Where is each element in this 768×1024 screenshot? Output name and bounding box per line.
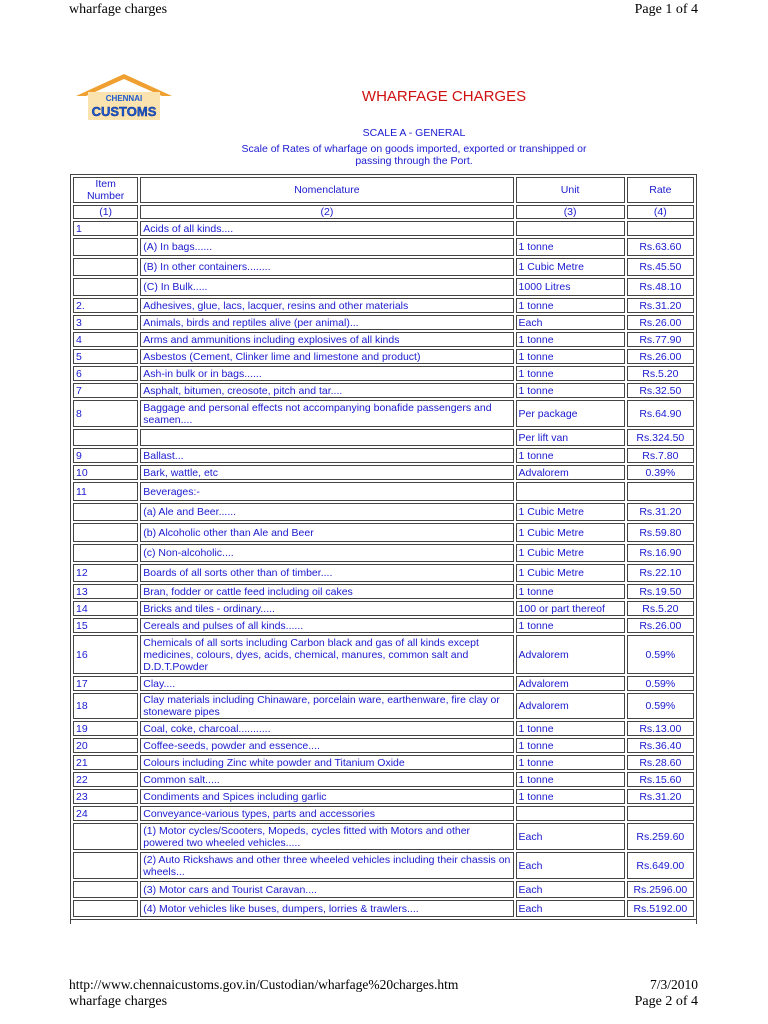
description-line-2: passing through the Port. [355,155,473,167]
item-number-cell: 17 [73,676,138,691]
item-number-cell: 13 [73,584,138,599]
svg-text:CUSTOMS: CUSTOMS [91,104,157,119]
table-row [73,238,694,256]
unit-cell: 1 tonne [516,448,625,463]
item-number-cell: 19 [73,721,138,736]
page-url: http://www.chennaicustoms.gov.in/Custodian/wharfage%20charges.htm [69,977,459,992]
unit-cell: 1000 Litres [516,278,625,296]
item-number-cell: 3 [73,315,138,330]
item-number-cell: 7 [73,383,138,398]
page-title: WHARFAGE CHARGES [361,88,527,105]
nomenclature-cell: Acids of all kinds.... [140,221,513,236]
nomenclature-cell: (1) Motor cycles/Scooters, Mopeds, cycles fitted with Motors and other powered two wheeled vehicles..... [140,823,513,850]
unit-cell [516,221,625,236]
item-number-cell: 11 [73,482,138,501]
item-number-cell [73,544,138,562]
unit-cell: Per lift van [516,429,625,446]
unit-cell: 1 tonne [516,789,625,804]
unit-cell: 1 tonne [516,238,625,256]
unit-cell: 1 tonne [516,755,625,770]
unit-cell: Each [516,881,625,898]
unit-cell: 1 tonne [516,349,625,364]
table-row [73,544,694,562]
rate-cell: Rs.63.60 [627,238,694,256]
table-row [73,601,694,616]
nomenclature-cell: Bricks and tiles - ordinary..... [140,601,513,616]
table-row [73,366,694,381]
item-number-cell: 15 [73,618,138,633]
rate-cell: Rs.19.50 [627,584,694,599]
nomenclature-cell: (3) Motor cars and Tourist Caravan.... [140,881,513,898]
item-number-cell [73,823,138,850]
rate-cell: 0.59% [627,693,694,719]
rate-cell [627,482,694,501]
table-row [73,823,694,850]
table-row [73,523,694,542]
item-number-cell: 1 [73,221,138,236]
rate-cell: Rs.32.50 [627,383,694,398]
unit-cell: 1 Cubic Metre [516,258,625,276]
rate-cell [627,806,694,821]
rate-cell: Rs.649.00 [627,852,694,879]
rate-cell: Rs.324.50 [627,429,694,446]
table-row [73,465,694,480]
nomenclature-cell: Conveyance-various types, parts and accessories [140,806,513,821]
nomenclature-cell: Asphalt, bitumen, creosote, pitch and tar.... [140,383,513,398]
unit-cell: Each [516,900,625,917]
nomenclature-cell: Adhesives, glue, lacs, lacquer, resins and other materials [140,298,513,313]
unit-cell: 1 Cubic Metre [516,503,625,521]
unit-cell: 1 tonne [516,738,625,753]
item-number-cell: 21 [73,755,138,770]
svg-text:CHENNAI: CHENNAI [105,94,143,103]
item-number-cell: 12 [73,564,138,582]
subheader-3: (3) [516,205,625,219]
unit-cell: 1 tonne [516,721,625,736]
rate-cell: Rs.26.00 [627,349,694,364]
unit-cell: Advalorem [516,635,625,674]
unit-cell: Per package [516,400,625,427]
subheader-4: (4) [627,205,694,219]
nomenclature-cell: Asbestos (Cement, Clinker lime and limestone and product) [140,349,513,364]
item-number-cell: 10 [73,465,138,480]
nomenclature-cell: Cereals and pulses of all kinds...... [140,618,513,633]
rate-cell: Rs.5.20 [627,366,694,381]
nomenclature-cell: (A) In bags...... [140,238,513,256]
rate-cell: Rs.2596.00 [627,881,694,898]
scale-heading: SCALE A - GENERAL [362,127,466,139]
table-row [73,315,694,330]
rate-cell: Rs.5.20 [627,601,694,616]
rate-cell: Rs.13.00 [627,721,694,736]
table-row [73,635,694,674]
table-row [73,429,694,446]
unit-cell: 1 tonne [516,383,625,398]
item-number-cell: 18 [73,693,138,719]
table-row [73,503,694,521]
nomenclature-cell: Beverages:- [140,482,513,501]
nomenclature-cell: Coal, coke, charcoal........... [140,721,513,736]
next-page-header-title: wharfage charges [69,994,168,1009]
print-date: 7/3/2010 [649,977,698,992]
item-number-cell: 24 [73,806,138,821]
table-row [73,332,694,347]
table-row [73,618,694,633]
table-header-row [73,177,694,203]
nomenclature-cell: (c) Non-alcoholic.... [140,544,513,562]
unit-cell: 1 Cubic Metre [516,523,625,542]
rate-cell: Rs.22.10 [627,564,694,582]
unit-cell: 1 tonne [516,618,625,633]
header-rate: Rate [627,177,694,203]
item-number-cell [73,258,138,276]
nomenclature-cell: Clay.... [140,676,513,691]
table-row [73,448,694,463]
item-number-cell [73,238,138,256]
item-number-cell [73,503,138,521]
table-row [73,755,694,770]
table-row [73,298,694,313]
subheader-2: (2) [140,205,513,219]
nomenclature-cell: Ballast... [140,448,513,463]
rate-cell: 0.39% [627,465,694,480]
nomenclature-cell: Bran, fodder or cattle feed including oil cakes [140,584,513,599]
item-number-cell [73,523,138,542]
table-row [73,806,694,821]
table-row [73,258,694,276]
page-header-title: wharfage charges [69,2,168,17]
table-row [73,881,694,898]
unit-cell: 1 tonne [516,584,625,599]
unit-cell: 1 tonne [516,366,625,381]
unit-cell: Each [516,823,625,850]
subheader-1: (1) [73,205,138,219]
table-row [73,278,694,296]
nomenclature-cell [140,429,513,446]
nomenclature-cell: Chemicals of all sorts including Carbon black and gas of all kinds except medicines, colours, dyes, acids, chemical, manures, common salt and D.D.T.Powder [140,635,513,674]
item-number-cell [73,429,138,446]
unit-cell: 1 tonne [516,332,625,347]
item-number-cell [73,278,138,296]
nomenclature-cell: (a) Ale and Beer...... [140,503,513,521]
unit-cell: Each [516,852,625,879]
table-row [73,738,694,753]
nomenclature-cell: Coffee-seeds, powder and essence.... [140,738,513,753]
nomenclature-cell: Condiments and Spices including garlic [140,789,513,804]
rate-cell: Rs.31.20 [627,503,694,521]
nomenclature-cell: (b) Alcoholic other than Ale and Beer [140,523,513,542]
item-number-cell: 8 [73,400,138,427]
rate-cell: Rs.64.90 [627,400,694,427]
table-continuation [70,920,697,924]
unit-cell: Advalorem [516,465,625,480]
rate-cell: Rs.7.80 [627,448,694,463]
rate-cell: Rs.59.80 [627,523,694,542]
unit-cell: Advalorem [516,693,625,719]
item-number-cell: 20 [73,738,138,753]
nomenclature-cell: Bark, wattle, etc [140,465,513,480]
item-number-cell: 14 [73,601,138,616]
table-row [73,383,694,398]
header-unit: Unit [516,177,625,203]
table-row [73,482,694,501]
rate-cell: Rs.26.00 [627,315,694,330]
wharfage-rates-table [70,174,697,920]
nomenclature-cell: Colours including Zinc white powder and Titanium Oxide [140,755,513,770]
rate-cell: Rs.45.50 [627,258,694,276]
nomenclature-cell: (B) In other containers........ [140,258,513,276]
item-number-cell: 4 [73,332,138,347]
item-number-cell: 16 [73,635,138,674]
nomenclature-cell: Boards of all sorts other than of timber.... [140,564,513,582]
rate-cell: Rs.15.60 [627,772,694,787]
unit-cell: 1 tonne [516,298,625,313]
table-row [73,584,694,599]
description-line-1: Scale of Rates of wharfage on goods imported, exported or transhipped or [241,143,587,155]
item-number-cell: 2. [73,298,138,313]
rate-cell: Rs.26.00 [627,618,694,633]
unit-cell [516,806,625,821]
table-row [73,349,694,364]
rate-cell: Rs.259.60 [627,823,694,850]
table-row [73,721,694,736]
nomenclature-cell: (2) Auto Rickshaws and other three wheeled vehicles including their chassis on wheels... [140,852,513,879]
item-number-cell: 5 [73,349,138,364]
table-row [73,852,694,879]
item-number-cell: 9 [73,448,138,463]
rate-cell: Rs.31.20 [627,298,694,313]
page-number: Page 1 of 4 [634,2,698,17]
item-number-cell [73,852,138,879]
unit-cell: 1 Cubic Metre [516,544,625,562]
table-row [73,900,694,917]
nomenclature-cell: Animals, birds and reptiles alive (per animal)... [140,315,513,330]
table-row [73,772,694,787]
header-item-number: Item Number [73,177,138,203]
nomenclature-cell: Baggage and personal effects not accompanying bonafide passengers and seamen.... [140,400,513,427]
rate-cell: 0.59% [627,676,694,691]
rate-cell: 0.59% [627,635,694,674]
nomenclature-cell: Arms and ammunitions including explosives of all kinds [140,332,513,347]
table-row [73,400,694,427]
rate-cell: Rs.31.20 [627,789,694,804]
table-row [73,221,694,236]
rate-cell: Rs.5192.00 [627,900,694,917]
item-number-cell [73,881,138,898]
rate-cell: Rs.28.60 [627,755,694,770]
unit-cell: 1 tonne [516,772,625,787]
table-row [73,789,694,804]
nomenclature-cell: Clay materials including Chinaware, porcelain ware, earthenware, fire clay or stoneware pipes [140,693,513,719]
unit-cell [516,482,625,501]
unit-cell: 100 or part thereof [516,601,625,616]
rate-cell: Rs.36.40 [627,738,694,753]
next-page-number: Page 2 of 4 [634,994,698,1009]
rate-cell: Rs.16.90 [627,544,694,562]
item-number-cell: 22 [73,772,138,787]
rate-cell [627,221,694,236]
nomenclature-cell: (4) Motor vehicles like buses, dumpers, lorries & trawlers.... [140,900,513,917]
nomenclature-cell: Common salt..... [140,772,513,787]
table-subheader-row [73,205,694,219]
rate-cell: Rs.48.10 [627,278,694,296]
nomenclature-cell: (C) In Bulk..... [140,278,513,296]
item-number-cell: 23 [73,789,138,804]
rate-cell: Rs.77.90 [627,332,694,347]
unit-cell: Advalorem [516,676,625,691]
unit-cell: Each [516,315,625,330]
table-row [73,693,694,719]
table-row [73,676,694,691]
unit-cell: 1 Cubic Metre [516,564,625,582]
nomenclature-cell: Ash-in bulk or in bags...... [140,366,513,381]
item-number-cell: 6 [73,366,138,381]
table-row [73,564,694,582]
header-nomenclature: Nomenclature [140,177,513,203]
item-number-cell [73,900,138,917]
